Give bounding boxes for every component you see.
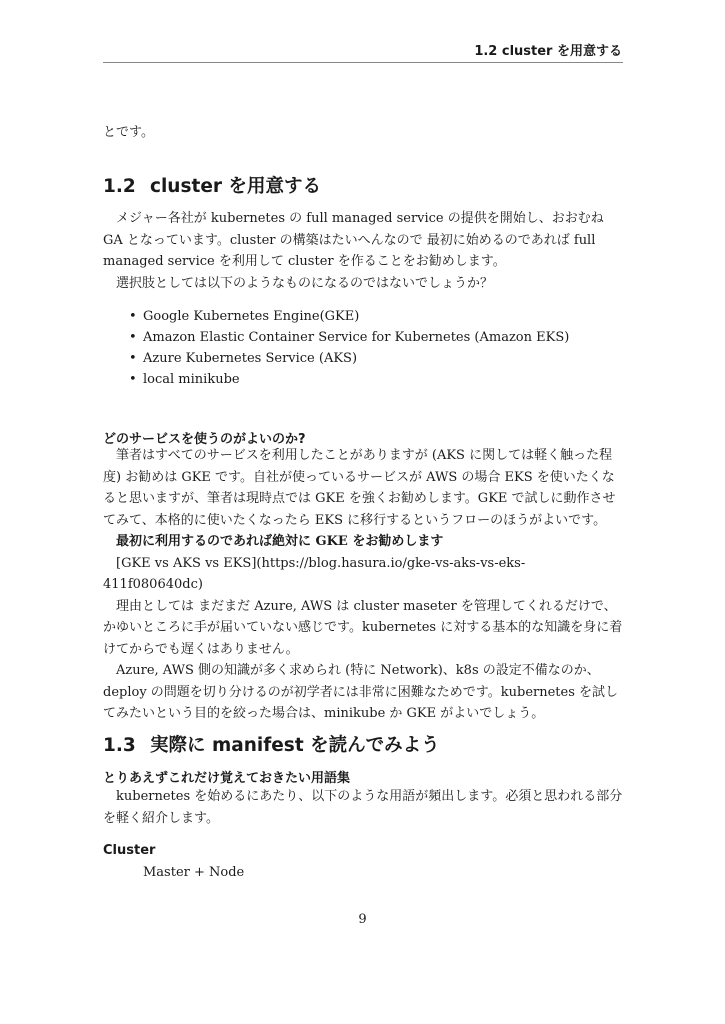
paragraph: Azure, AWS 側の知識が多く求められ (特に Network)、k8s の設定不備なのか、deploy の問題を切り分けるのが初学者には非常に困難なためです。kubernetes を試してみたいという目的を絞った場合は、minikube か GKE がよいでしょう。 — [103, 663, 619, 721]
list-item: • Azure Kubernetes Service (AKS) — [103, 348, 623, 369]
continuation-text — [103, 122, 623, 144]
service-options-list — [103, 306, 623, 390]
list-item: • Amazon Elastic Container Service for Kubernetes (Amazon EKS) — [103, 327, 623, 348]
options-lead-paragraph: 選択肢としては以下のようなものになるのではないでしょうか？ — [116, 275, 494, 291]
continuation-paragraph: とです。 — [103, 125, 154, 140]
reference-link[interactable]: [GKE vs AKS vs EKS](https://blog.hasura.io/gke-vs-aks-vs-eks-411f080640dc) — [103, 555, 526, 592]
subsection-heading-glossary: とりあえずこれだけ覚えておきたい用語集 — [103, 771, 351, 786]
list-item: • local minikube — [103, 369, 623, 390]
section-1-2-body — [103, 208, 623, 390]
which-service-body — [103, 445, 623, 725]
list-item: • Google Kubernetes Engine(GKE) — [103, 306, 623, 327]
section-title: cluster を用意する — [150, 176, 321, 197]
header-rule — [103, 62, 623, 63]
section-heading-1-2 — [103, 172, 321, 198]
intro-paragraph: メジャー各社が kubernetes の full managed service の提供を開始し、おおむね GA となっています。cluster の構築はたいへんなので 最初に始めるのであれば full managed service を利用して cluster を作ることをお勧めします。 — [103, 211, 604, 269]
section-number: 1.3 — [103, 735, 136, 756]
running-title: 1.2 cluster を用意する — [474, 44, 622, 59]
glossary-intro-paragraph: kubernetes を始めるにあたり、以下のような用語が頻出します。必須と思われる部分を軽く紹介します。 — [103, 789, 623, 826]
section-number: 1.2 — [103, 176, 136, 197]
glossary-intro-body — [103, 786, 623, 829]
section-heading-1-3 — [103, 731, 440, 757]
recommendation-paragraph: 最初に利用するのであれば絶対に GKE をお勧めします — [116, 534, 444, 549]
subsection-heading-which-service: どのサービスを使うのがよいのか? — [103, 432, 306, 447]
paragraph: 筆者はすべてのサービスを利用したことがありますが (AKS に関しては軽く触った程度) お勧めは GKE です。自社が使っているサービスが AWS の場合 EKS を使いたくなると思いますが、筆者は現時点では GKE を強くお勧めします。GKE で試しに動作させてみて、本格的に使いたくなったら EKS に移行するというフローのほうがよいです。 — [103, 448, 616, 528]
section-title: 実際に manifest を読んでみよう — [150, 735, 440, 756]
term-cluster-definition: Master + Node — [143, 865, 245, 880]
term-cluster: Cluster — [103, 843, 156, 858]
page-number: 9 — [358, 912, 367, 927]
paragraph: 理由としては まだまだ Azure, AWS は cluster maseter を管理してくれるだけで、かゆいところに手が届いていない感じです。kubernetes に対する基本的な知識を身に着けてからでも遅くはありません。 — [103, 598, 623, 657]
